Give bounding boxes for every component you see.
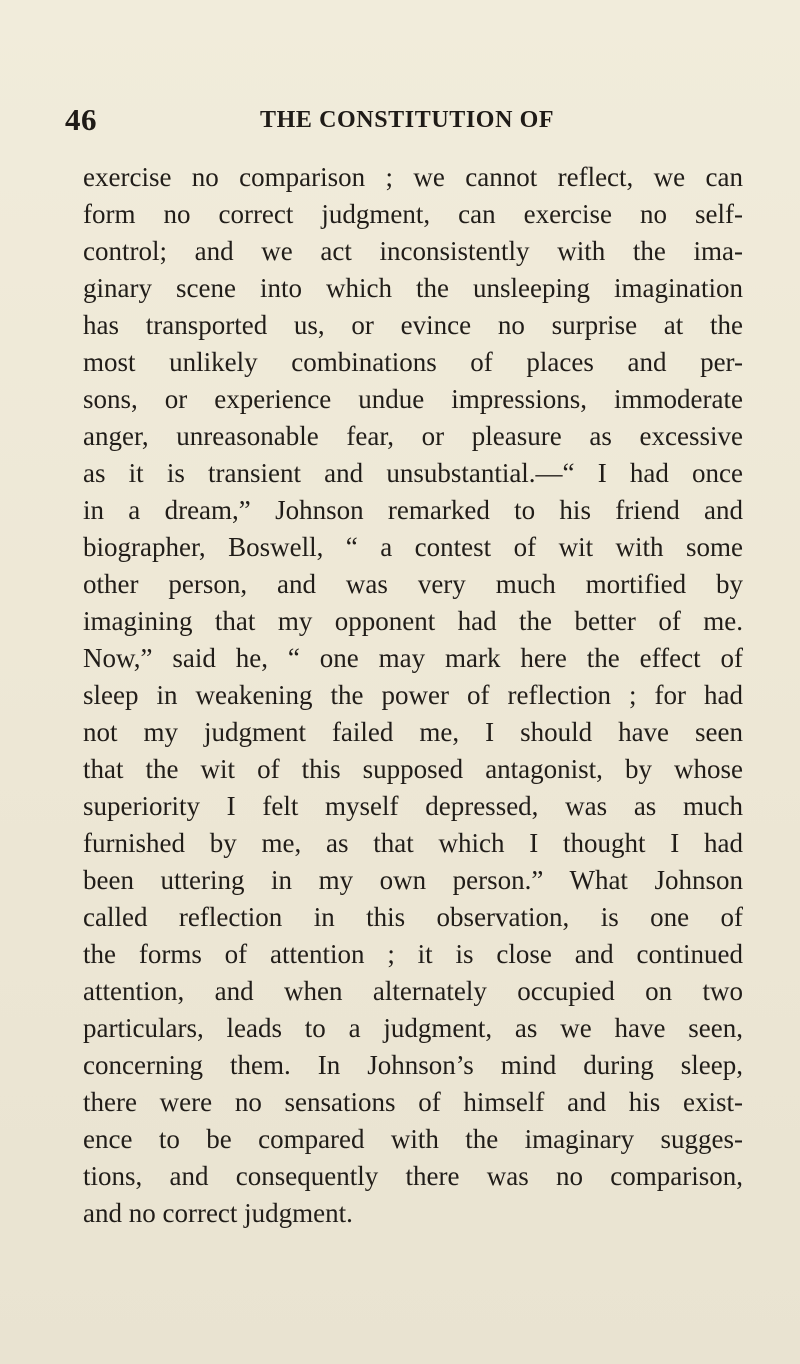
text-line: furnished by me, as that which I thought I had (83, 828, 743, 858)
text-line: that the wit of this supposed antagonist, by whose (83, 754, 743, 784)
text-line: the forms of attention ; it is close and continued (83, 939, 743, 969)
text-line: as it is transient and unsubstantial.—“ I had once (83, 458, 743, 488)
text-line: concerning them. In Johnson’s mind during sleep, (83, 1050, 743, 1080)
text-line: in a dream,” Johnson remarked to his friend and (83, 495, 743, 525)
text-line: ence to be compared with the imaginary sugges- (83, 1124, 743, 1154)
running-title: THE CONSTITUTION OF (260, 107, 555, 133)
running-head (65, 100, 755, 140)
text-line: anger, unreasonable fear, or pleasure as excessive (83, 421, 743, 451)
text-line: attention, and when alternately occupied on two (83, 976, 743, 1006)
text-line: exercise no comparison ; we cannot reflect, we can (83, 162, 743, 192)
body-text (83, 159, 743, 1232)
text-line: other person, and was very much mortified by (83, 569, 743, 599)
text-line: particulars, leads to a judgment, as we have seen, (83, 1013, 743, 1043)
text-line: called reflection in this observation, is one of (83, 902, 743, 932)
text-line: control; and we act inconsistently with the ima- (83, 236, 743, 266)
text-line: form no correct judgment, can exercise no self- (83, 199, 743, 229)
text-line: tions, and consequently there was no comparison, (83, 1161, 743, 1191)
text-line: there were no sensations of himself and his exist- (83, 1087, 743, 1117)
text-line: imagining that my opponent had the better of me. (83, 606, 743, 636)
text-line: biographer, Boswell, “ a contest of wit with some (83, 532, 743, 562)
text-line: most unlikely combinations of places and per- (83, 347, 743, 377)
text-line: been uttering in my own person.” What Johnson (83, 865, 743, 895)
text-line: and no correct judgment. (83, 1198, 353, 1228)
text-line: not my judgment failed me, I should have seen (83, 717, 743, 747)
text-line: sleep in weakening the power of reflection ; for had (83, 680, 743, 710)
text-line: superiority I felt myself depressed, was as much (83, 791, 743, 821)
text-line: ginary scene into which the unsleeping imagination (83, 273, 743, 303)
page-number: 46 (65, 102, 97, 137)
text-line: sons, or experience undue impressions, immoderate (83, 384, 743, 414)
text-line: Now,” said he, “ one may mark here the effect of (83, 643, 743, 673)
text-line: has transported us, or evince no surprise at the (83, 310, 743, 340)
